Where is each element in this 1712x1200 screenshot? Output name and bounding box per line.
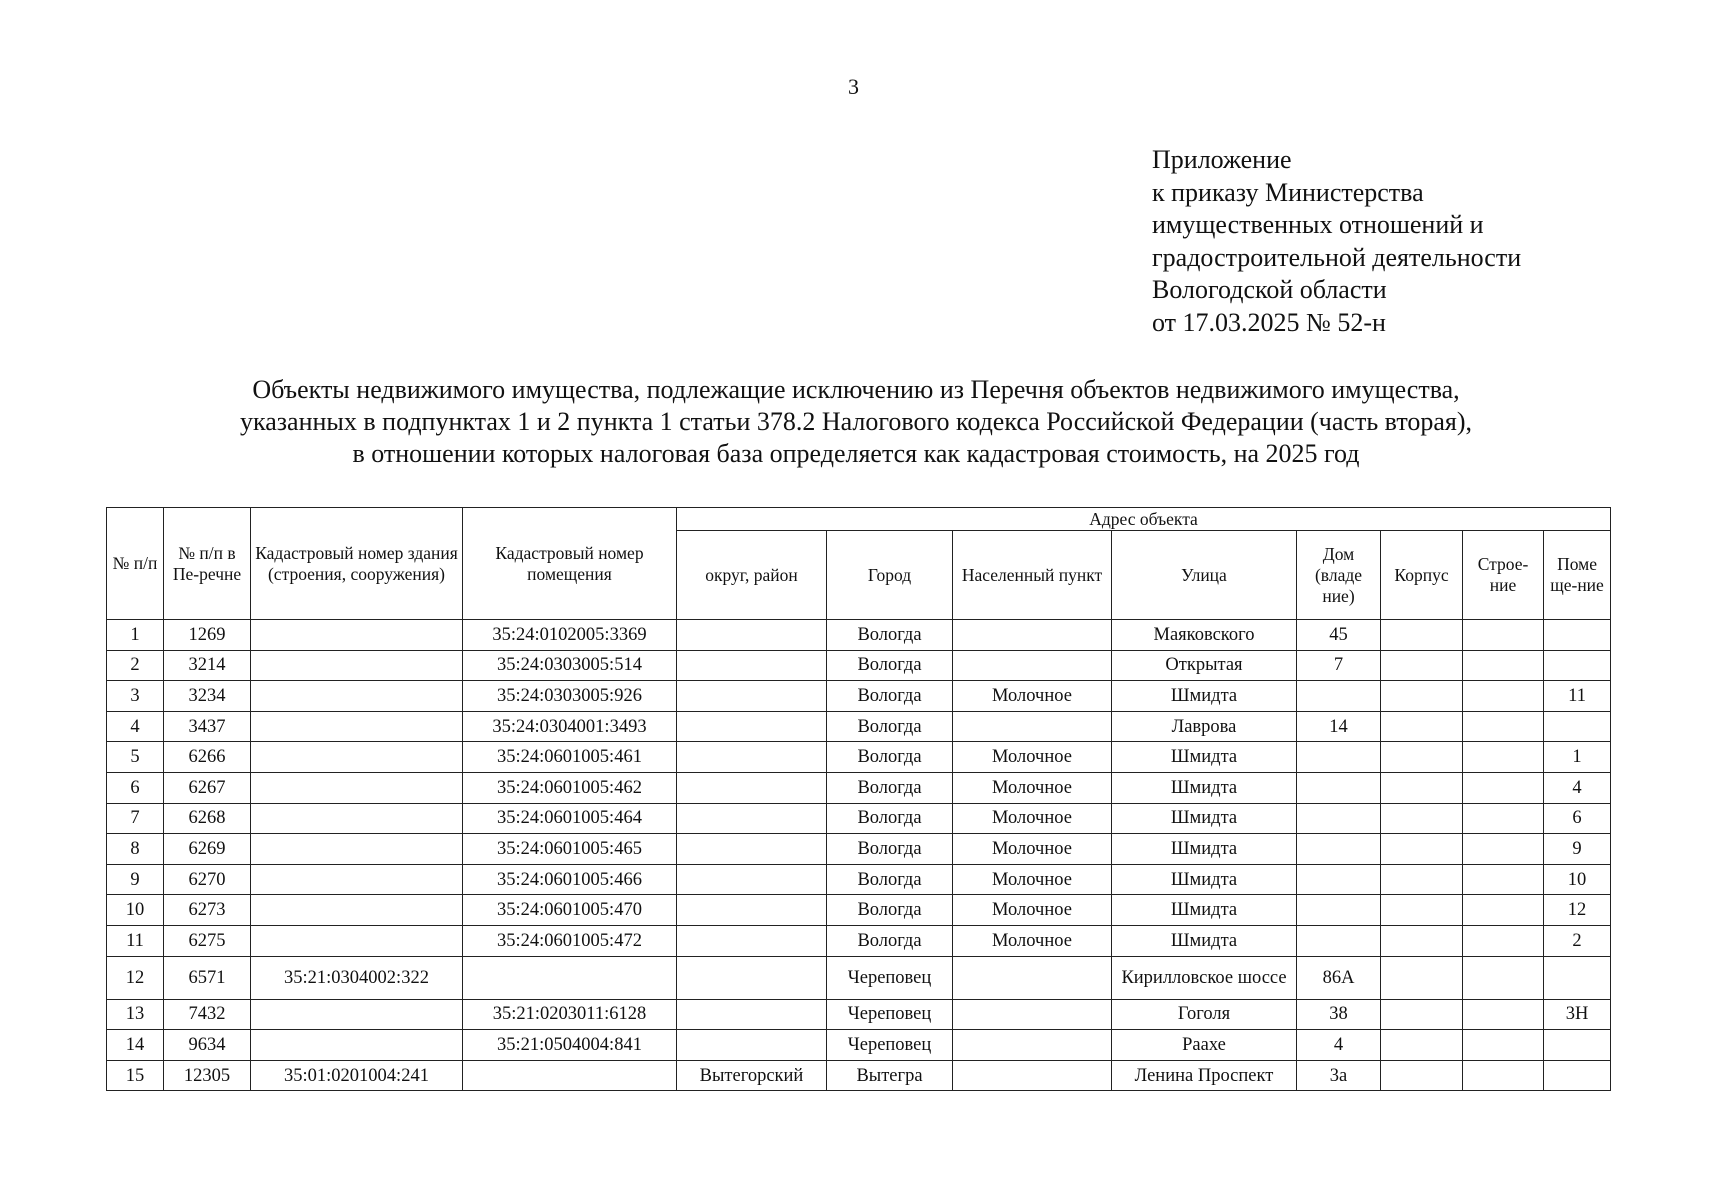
cell-num: 6 xyxy=(107,772,164,803)
cell-premises-cadastral: 35:24:0304001:3493 xyxy=(463,711,677,742)
title-line: указанных в подпунктах 1 и 2 пункта 1 статьи 378.2 Налогового кодекса Российской Федерации (часть вторая), xyxy=(240,407,1472,436)
cell-district xyxy=(677,772,827,803)
cell-premises xyxy=(1544,620,1611,651)
cell-settlement: Молочное xyxy=(953,681,1112,712)
cell-building-cadastral xyxy=(251,864,463,895)
cell-building-cadastral: 35:21:0304002:322 xyxy=(251,956,463,999)
table-row xyxy=(107,681,1611,712)
cell-list-num: 6275 xyxy=(164,925,251,956)
cell-district xyxy=(677,999,827,1030)
table-row xyxy=(107,925,1611,956)
table-row xyxy=(107,999,1611,1030)
cell-premises-cadastral: 35:24:0601005:465 xyxy=(463,834,677,865)
document-title xyxy=(96,374,1616,470)
cell-list-num: 7432 xyxy=(164,999,251,1030)
cell-list-num: 6571 xyxy=(164,956,251,999)
cell-num: 8 xyxy=(107,834,164,865)
cell-building xyxy=(1463,681,1544,712)
appendix-line: от 17.03.2025 № 52-н xyxy=(1152,307,1386,337)
cell-house xyxy=(1297,681,1381,712)
cell-building-cadastral xyxy=(251,620,463,651)
cell-settlement: Молочное xyxy=(953,925,1112,956)
cell-district xyxy=(677,1030,827,1061)
cell-house: 4 xyxy=(1297,1030,1381,1061)
cell-premises: 3Н xyxy=(1544,999,1611,1030)
cell-premises xyxy=(1544,711,1611,742)
cell-num: 1 xyxy=(107,620,164,651)
cell-city: Вологда xyxy=(827,925,953,956)
cell-building xyxy=(1463,742,1544,773)
cell-building xyxy=(1463,803,1544,834)
cell-house xyxy=(1297,742,1381,773)
cell-settlement xyxy=(953,956,1112,999)
cell-street: Шмидта xyxy=(1112,681,1297,712)
cell-settlement xyxy=(953,1030,1112,1061)
cell-premises-cadastral: 35:24:0601005:466 xyxy=(463,864,677,895)
cell-building-cadastral xyxy=(251,711,463,742)
cell-num: 4 xyxy=(107,711,164,742)
cell-premises: 10 xyxy=(1544,864,1611,895)
cell-district xyxy=(677,895,827,926)
cell-premises-cadastral: 35:24:0601005:470 xyxy=(463,895,677,926)
cell-settlement xyxy=(953,999,1112,1030)
table-row xyxy=(107,803,1611,834)
cell-city: Вологда xyxy=(827,772,953,803)
table-row xyxy=(107,620,1611,651)
cell-premises: 9 xyxy=(1544,834,1611,865)
cell-list-num: 12305 xyxy=(164,1060,251,1091)
header-building: Строе-ние xyxy=(1463,531,1544,620)
cell-district: Вытегорский xyxy=(677,1060,827,1091)
cell-street: Шмидта xyxy=(1112,742,1297,773)
cell-building-cadastral xyxy=(251,925,463,956)
cell-district xyxy=(677,711,827,742)
header-settlement: Населенный пункт xyxy=(953,531,1112,620)
cell-block xyxy=(1381,834,1463,865)
cell-street: Раахе xyxy=(1112,1030,1297,1061)
appendix-line: Приложение xyxy=(1152,145,1292,174)
cell-num: 3 xyxy=(107,681,164,712)
table-row xyxy=(107,772,1611,803)
cell-premises-cadastral: 35:21:0203011:6128 xyxy=(463,999,677,1030)
cell-street: Шмидта xyxy=(1112,864,1297,895)
cell-building-cadastral: 35:01:0201004:241 xyxy=(251,1060,463,1091)
header-address-group: Адрес объекта xyxy=(677,508,1611,531)
cell-city: Вологда xyxy=(827,711,953,742)
cell-building-cadastral xyxy=(251,742,463,773)
header-street: Улица xyxy=(1112,531,1297,620)
cell-building-cadastral xyxy=(251,834,463,865)
cell-premises-cadastral: 35:24:0303005:926 xyxy=(463,681,677,712)
cell-list-num: 3234 xyxy=(164,681,251,712)
table-row xyxy=(107,956,1611,999)
cell-city: Череповец xyxy=(827,1030,953,1061)
cell-district xyxy=(677,956,827,999)
cell-settlement: Молочное xyxy=(953,834,1112,865)
cell-num: 15 xyxy=(107,1060,164,1091)
cell-settlement xyxy=(953,650,1112,681)
table-row xyxy=(107,1060,1611,1091)
cell-city: Вологда xyxy=(827,895,953,926)
cell-building xyxy=(1463,1030,1544,1061)
cell-block xyxy=(1381,803,1463,834)
cell-district xyxy=(677,742,827,773)
cell-premises-cadastral: 35:24:0601005:461 xyxy=(463,742,677,773)
cell-building-cadastral xyxy=(251,772,463,803)
cell-block xyxy=(1381,999,1463,1030)
cell-list-num: 1269 xyxy=(164,620,251,651)
table-row xyxy=(107,1030,1611,1061)
cell-num: 12 xyxy=(107,956,164,999)
table-row xyxy=(107,864,1611,895)
cell-settlement xyxy=(953,711,1112,742)
cell-house: 3а xyxy=(1297,1060,1381,1091)
cell-premises-cadastral: 35:24:0601005:464 xyxy=(463,803,677,834)
cell-block xyxy=(1381,742,1463,773)
cell-list-num: 6270 xyxy=(164,864,251,895)
cell-block xyxy=(1381,864,1463,895)
cell-num: 10 xyxy=(107,895,164,926)
table-row xyxy=(107,650,1611,681)
cell-block xyxy=(1381,650,1463,681)
cell-street: Шмидта xyxy=(1112,834,1297,865)
cell-settlement: Молочное xyxy=(953,864,1112,895)
cell-num: 5 xyxy=(107,742,164,773)
header-premises: Поме ще-ние xyxy=(1544,531,1611,620)
cell-premises xyxy=(1544,1060,1611,1091)
cell-street: Шмидта xyxy=(1112,803,1297,834)
cell-street: Гоголя xyxy=(1112,999,1297,1030)
cell-list-num: 6268 xyxy=(164,803,251,834)
cell-district xyxy=(677,650,827,681)
cell-district xyxy=(677,925,827,956)
appendix-line: градостроительной деятельности xyxy=(1152,242,1522,272)
cell-street: Шмидта xyxy=(1112,772,1297,803)
cell-premises-cadastral: 35:24:0601005:462 xyxy=(463,772,677,803)
cell-settlement xyxy=(953,620,1112,651)
cell-building-cadastral xyxy=(251,803,463,834)
cell-list-num: 6266 xyxy=(164,742,251,773)
cell-building xyxy=(1463,834,1544,865)
cell-num: 7 xyxy=(107,803,164,834)
header-block: Корпус xyxy=(1381,531,1463,620)
header-num: № п/п xyxy=(107,508,164,620)
cell-city: Вологда xyxy=(827,650,953,681)
header-city: Город xyxy=(827,531,953,620)
cell-house xyxy=(1297,864,1381,895)
cell-premises xyxy=(1544,956,1611,999)
title-line: в отношении которых налоговая база определяется как кадастровая стоимость, на 2025 год xyxy=(352,439,1360,468)
cell-city: Вологда xyxy=(827,742,953,773)
cell-premises-cadastral: 35:24:0601005:472 xyxy=(463,925,677,956)
cell-house: 38 xyxy=(1297,999,1381,1030)
appendix-block xyxy=(1152,144,1521,339)
cell-city: Череповец xyxy=(827,999,953,1030)
cell-block xyxy=(1381,772,1463,803)
cell-premises-cadastral: 35:24:0303005:514 xyxy=(463,650,677,681)
cell-house: 86А xyxy=(1297,956,1381,999)
cell-street: Шмидта xyxy=(1112,895,1297,926)
cell-house: 7 xyxy=(1297,650,1381,681)
cell-settlement: Молочное xyxy=(953,772,1112,803)
cell-block xyxy=(1381,1060,1463,1091)
cell-street: Ленина Проспект xyxy=(1112,1060,1297,1091)
cell-city: Вологда xyxy=(827,803,953,834)
header-house: Дом (владе ние) xyxy=(1297,531,1381,620)
table-row xyxy=(107,742,1611,773)
cell-block xyxy=(1381,925,1463,956)
cell-house: 14 xyxy=(1297,711,1381,742)
cell-premises: 12 xyxy=(1544,895,1611,926)
cell-street: Кирилловское шоссе xyxy=(1112,956,1297,999)
title-line: Объекты недвижимого имущества, подлежащие исключению из Перечня объектов недвижимого имущества, xyxy=(252,375,1460,404)
table-row xyxy=(107,834,1611,865)
cell-list-num: 6273 xyxy=(164,895,251,926)
cell-city: Череповец xyxy=(827,956,953,999)
cell-house xyxy=(1297,834,1381,865)
appendix-line: к приказу Министерства xyxy=(1152,177,1424,207)
cell-district xyxy=(677,803,827,834)
cell-city: Вологда xyxy=(827,834,953,865)
cell-premises-cadastral xyxy=(463,956,677,999)
cell-settlement: Молочное xyxy=(953,895,1112,926)
cell-premises xyxy=(1544,650,1611,681)
cell-building xyxy=(1463,956,1544,999)
cell-num: 13 xyxy=(107,999,164,1030)
cell-district xyxy=(677,864,827,895)
appendix-line: имущественных отношений и xyxy=(1152,210,1484,239)
cell-list-num: 6269 xyxy=(164,834,251,865)
cell-city: Вологда xyxy=(827,681,953,712)
cell-building xyxy=(1463,1060,1544,1091)
cell-district xyxy=(677,834,827,865)
objects-table xyxy=(106,507,1611,1091)
cell-settlement: Молочное xyxy=(953,742,1112,773)
cell-block xyxy=(1381,711,1463,742)
cell-building-cadastral xyxy=(251,1030,463,1061)
appendix-line: Вологодской области xyxy=(1152,275,1387,304)
cell-building-cadastral xyxy=(251,895,463,926)
cell-premises: 1 xyxy=(1544,742,1611,773)
cell-building xyxy=(1463,772,1544,803)
cell-premises: 6 xyxy=(1544,803,1611,834)
header-list-num: № п/п в Пе-речне xyxy=(164,508,251,620)
cell-premises: 2 xyxy=(1544,925,1611,956)
cell-premises xyxy=(1544,1030,1611,1061)
cell-street: Шмидта xyxy=(1112,925,1297,956)
cell-premises-cadastral: 35:21:0504004:841 xyxy=(463,1030,677,1061)
cell-city: Вологда xyxy=(827,864,953,895)
cell-block xyxy=(1381,895,1463,926)
cell-block xyxy=(1381,620,1463,651)
cell-list-num: 9634 xyxy=(164,1030,251,1061)
cell-block xyxy=(1381,1030,1463,1061)
cell-premises: 4 xyxy=(1544,772,1611,803)
cell-house xyxy=(1297,895,1381,926)
cell-premises: 11 xyxy=(1544,681,1611,712)
cell-house: 45 xyxy=(1297,620,1381,651)
header-district: округ, район xyxy=(677,531,827,620)
cell-house xyxy=(1297,925,1381,956)
cell-building-cadastral xyxy=(251,650,463,681)
cell-building-cadastral xyxy=(251,999,463,1030)
header-building-cadastral: Кадастровый номер здания (строения, сооружения) xyxy=(251,508,463,620)
cell-building xyxy=(1463,620,1544,651)
table-row xyxy=(107,711,1611,742)
cell-premises-cadastral: 35:24:0102005:3369 xyxy=(463,620,677,651)
cell-building xyxy=(1463,864,1544,895)
cell-settlement: Молочное xyxy=(953,803,1112,834)
cell-num: 2 xyxy=(107,650,164,681)
cell-building-cadastral xyxy=(251,681,463,712)
cell-house xyxy=(1297,772,1381,803)
cell-street: Маяковского xyxy=(1112,620,1297,651)
cell-street: Открытая xyxy=(1112,650,1297,681)
cell-list-num: 3214 xyxy=(164,650,251,681)
cell-premises-cadastral xyxy=(463,1060,677,1091)
cell-building xyxy=(1463,925,1544,956)
cell-building xyxy=(1463,650,1544,681)
cell-city: Вытегра xyxy=(827,1060,953,1091)
cell-building xyxy=(1463,711,1544,742)
cell-num: 9 xyxy=(107,864,164,895)
cell-block xyxy=(1381,681,1463,712)
cell-district xyxy=(677,620,827,651)
page-number: 3 xyxy=(848,74,859,99)
cell-city: Вологда xyxy=(827,620,953,651)
cell-num: 14 xyxy=(107,1030,164,1061)
cell-list-num: 3437 xyxy=(164,711,251,742)
cell-settlement xyxy=(953,1060,1112,1091)
cell-street: Лаврова xyxy=(1112,711,1297,742)
cell-building xyxy=(1463,895,1544,926)
cell-list-num: 6267 xyxy=(164,772,251,803)
table-row xyxy=(107,895,1611,926)
cell-building xyxy=(1463,999,1544,1030)
cell-district xyxy=(677,681,827,712)
cell-block xyxy=(1381,956,1463,999)
header-premises-cadastral: Кадастровый номер помещения xyxy=(463,508,677,620)
cell-house xyxy=(1297,803,1381,834)
cell-num: 11 xyxy=(107,925,164,956)
